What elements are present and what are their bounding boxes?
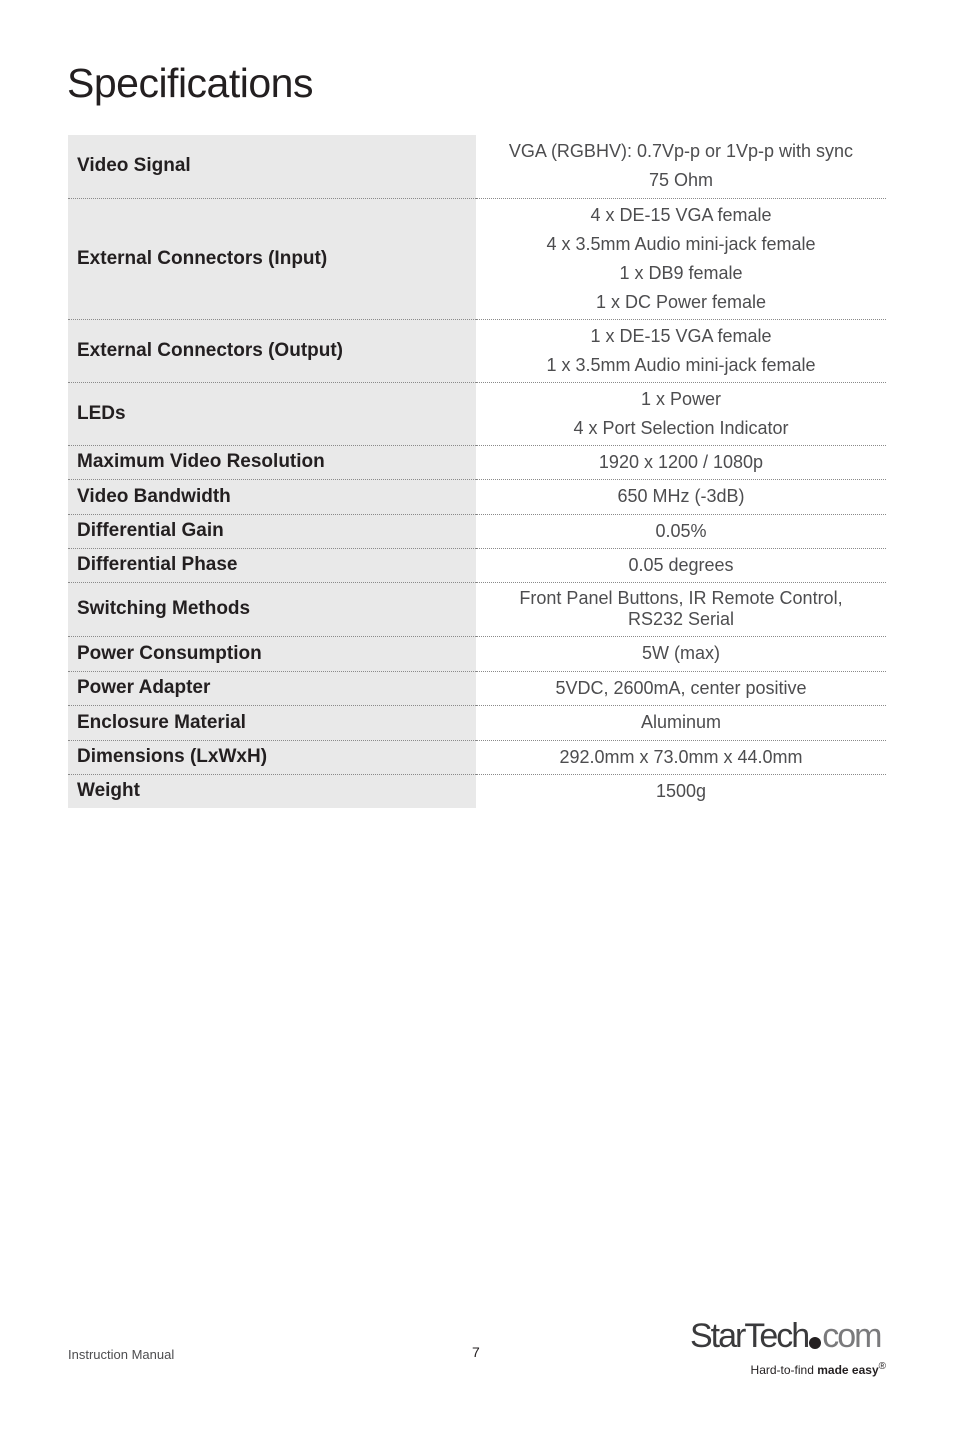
spec-row: [68, 319, 886, 382]
spec-value-line: 5W (max): [642, 643, 720, 663]
logo-tagline-light: Hard-to-find: [750, 1363, 814, 1377]
spec-label: Maximum Video Resolution: [68, 445, 476, 479]
spec-row: [68, 514, 886, 548]
registered-mark: ®: [878, 1361, 886, 1372]
spec-value: [476, 548, 886, 582]
spec-row: [68, 479, 886, 514]
specifications-table: [68, 135, 886, 808]
spec-value: [476, 582, 886, 636]
startech-logo: [690, 1318, 890, 1380]
spec-value: [476, 671, 886, 705]
spec-row: [68, 135, 886, 198]
spec-value: [476, 479, 886, 514]
spec-value-line: 1 x DB9 female: [619, 262, 743, 283]
spec-value-line: 5VDC, 2600mA, center positive: [555, 677, 807, 698]
spec-value-line: 4 x DE-15 VGA female: [590, 204, 772, 225]
spec-row: [68, 445, 886, 479]
logo-suffix: com: [822, 1317, 881, 1355]
spec-value-line: 1 x 3.5mm Audio mini-jack female: [546, 354, 816, 375]
spec-label: External Connectors (Output): [68, 319, 476, 382]
spec-label: Power Consumption: [68, 636, 476, 671]
spec-value-line: 4 x Port Selection Indicator: [573, 417, 789, 438]
spec-value-line: RS232 Serial: [627, 609, 735, 629]
page-title: Specifications: [67, 60, 313, 106]
spec-value: [476, 198, 886, 319]
page-number: 7: [472, 1344, 480, 1360]
spec-value: [476, 135, 886, 198]
spec-value: [476, 740, 886, 774]
spec-value: [476, 636, 886, 671]
spec-label: Video Signal: [68, 135, 476, 198]
spec-value: [476, 774, 886, 808]
spec-label: LEDs: [68, 382, 476, 445]
spec-label: Video Bandwidth: [68, 479, 476, 514]
spec-label: Weight: [68, 774, 476, 808]
spec-row: [68, 548, 886, 582]
spec-label: Dimensions (LxWxH): [68, 740, 476, 774]
spec-value-line: VGA (RGBHV): 0.7Vp-p or 1Vp-p with sync: [508, 141, 854, 162]
spec-row: [68, 636, 886, 671]
spec-label: Differential Phase: [68, 548, 476, 582]
spec-row: [68, 671, 886, 705]
spec-row: [68, 774, 886, 808]
spec-row: [68, 198, 886, 319]
spec-value-line: 0.05%: [655, 520, 707, 541]
spec-label: External Connectors (Input): [68, 198, 476, 319]
spec-value-line: Aluminum: [640, 712, 722, 732]
spec-value: [476, 319, 886, 382]
spec-row: [68, 382, 886, 445]
spec-label: Power Adapter: [68, 671, 476, 705]
logo-wordmark: [690, 1318, 890, 1354]
spec-row: [68, 705, 886, 740]
spec-value-line: 650 MHz (-3dB): [617, 486, 745, 506]
spec-label: Switching Methods: [68, 582, 476, 636]
spec-value-line: Front Panel Buttons, IR Remote Control,: [519, 588, 843, 608]
logo-brand: StarTech: [690, 1317, 809, 1355]
spec-value-line: 1 x Power: [640, 388, 722, 409]
spec-value-line: 4 x 3.5mm Audio mini-jack female: [546, 233, 816, 254]
spec-value: [476, 705, 886, 740]
spec-value-line: 1 x DE-15 VGA female: [590, 325, 772, 346]
spec-value-line: 75 Ohm: [648, 170, 714, 191]
spec-value: [476, 514, 886, 548]
spec-value-line: 1920 x 1200 / 1080p: [598, 451, 764, 472]
spec-label: Enclosure Material: [68, 705, 476, 740]
spec-value-line: 0.05 degrees: [628, 554, 734, 575]
spec-value-line: 1500g: [655, 780, 707, 801]
spec-value: [476, 445, 886, 479]
logo-tagline: [751, 1361, 886, 1377]
logo-dot-icon: [809, 1337, 821, 1349]
spec-value: [476, 382, 886, 445]
spec-row: [68, 740, 886, 774]
logo-tagline-bold: made easy: [817, 1363, 879, 1377]
spec-value-line: 1 x DC Power female: [595, 291, 767, 312]
spec-value-line: 292.0mm x 73.0mm x 44.0mm: [559, 746, 803, 767]
footer-manual-label: Instruction Manual: [68, 1347, 175, 1362]
spec-label: Differential Gain: [68, 514, 476, 548]
spec-row: [68, 582, 886, 636]
